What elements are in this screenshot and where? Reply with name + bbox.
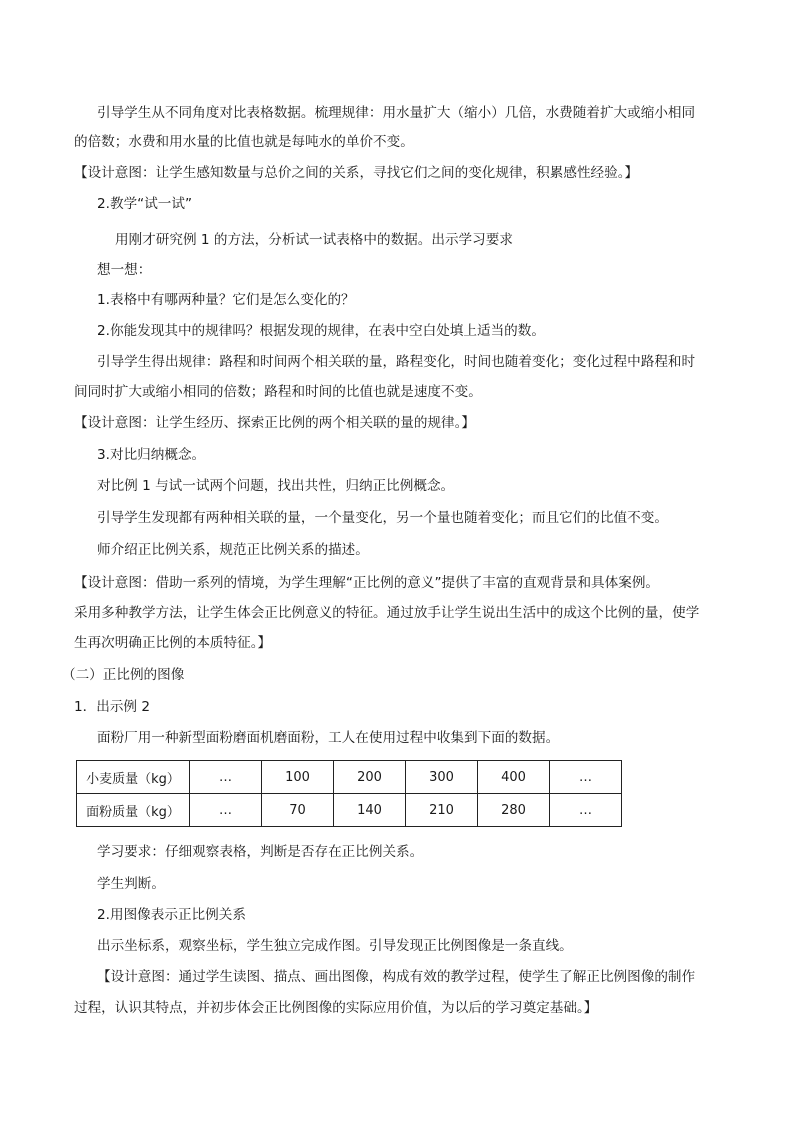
table-row — [77, 761, 622, 794]
table-cell: 100 — [262, 761, 334, 794]
design-intent-note: 【设计意图：让学生经历、探索正比例的两个相关联的量的规律。】 — [74, 415, 476, 431]
paragraph-line: 学习要求：仔细观察表格，判断是否存在正比例关系。 — [97, 844, 424, 860]
paragraph-line: 引导学生得出规律：路程和时间两个相关联的量，路程变化，时间也随着变化；变化过程中路程和时 — [97, 354, 696, 370]
section-heading: 2.教学“试一试” — [97, 196, 193, 212]
question-item: 2.你能发现其中的规律吗？根据发现的规律，在表中空白处填上适当的数。 — [97, 323, 545, 339]
paragraph-line: 想一想： — [97, 262, 152, 278]
paragraph-line: 引导学生从不同角度对比表格数据。梳理规律：用水量扩大（缩小）几倍，水费随着扩大或缩小相同 — [97, 105, 696, 121]
paragraph-line: 对比例 1 与试一试两个问题，找出共性，归纳正比例概念。 — [97, 478, 455, 494]
table-cell: 200 — [334, 761, 406, 794]
paragraph-line: 出示坐标系，观察坐标，学生独立完成作图。引导发现正比例图像是一条直线。 — [97, 938, 573, 954]
table-cell: … — [190, 761, 262, 794]
table-cell: 面粉质量（kg） — [77, 794, 190, 827]
section-heading: （二）正比例的图像 — [62, 667, 185, 683]
table-row — [77, 794, 622, 827]
table-cell: 280 — [478, 794, 550, 827]
paragraph-line: 学生判断。 — [97, 876, 165, 892]
design-intent-note: 过程，认识其特点，并初步体会正比例图像的实际应用价值，为以后的学习奠定基础。】 — [74, 1000, 598, 1016]
table-cell: … — [550, 794, 622, 827]
design-intent-note: 【设计意图：通过学生读图、描点、画出图像，构成有效的教学过程，使学生了解正比例图像的制作 — [97, 969, 696, 985]
paragraph-line: 师介绍正比例关系，规范正比例关系的描述。 — [97, 542, 369, 558]
table-cell: 210 — [406, 794, 478, 827]
paragraph-line: 的倍数；水费和用水量的比值也就是每吨水的单价不变。 — [74, 134, 414, 150]
design-intent-note: 【设计意图：让学生感知数量与总价之间的关系，寻找它们之间的变化规律，积累感性经验。】 — [74, 165, 639, 181]
section-heading: 2.用图像表示正比例关系 — [97, 907, 246, 923]
design-intent-note: 【设计意图：借助一系列的情境，为学生理解“正比例的意义”提供了丰富的直观背景和具体案例。 — [74, 575, 660, 591]
paragraph-line: 引导学生发现都有两种相关联的量，一个量变化，另一个量也随着变化；而且它们的比值不变。 — [97, 510, 668, 526]
table-cell: … — [550, 761, 622, 794]
question-item: 1.表格中有哪两种量？它们是怎么变化的？ — [97, 292, 355, 308]
table-cell: … — [190, 794, 262, 827]
design-intent-note: 生再次明确正比例的本质特征。】 — [74, 635, 272, 651]
table-cell: 70 — [262, 794, 334, 827]
paragraph-line: 面粉厂用一种新型面粉磨面机磨面粉，工人在使用过程中收集到下面的数据。 — [97, 730, 560, 746]
table-cell: 400 — [478, 761, 550, 794]
section-heading: 1．出示例 2 — [74, 699, 150, 715]
table-cell: 小麦质量（kg） — [77, 761, 190, 794]
paragraph-line: 用刚才研究例 1 的方法，分析试一试表格中的数据。出示学习要求 — [115, 232, 513, 248]
table-cell: 140 — [334, 794, 406, 827]
paragraph-line: 间同时扩大或缩小相同的倍数；路程和时间的比值也就是速度不变。 — [74, 384, 482, 400]
design-intent-note: 采用多种教学方法，让学生体会正比例意义的特征。通过放手让学生说出生活中的成这个比例的量，使学 — [74, 605, 700, 621]
section-heading: 3.对比归纳概念。 — [97, 447, 206, 463]
table-cell: 300 — [406, 761, 478, 794]
flour-data-table — [76, 760, 622, 827]
